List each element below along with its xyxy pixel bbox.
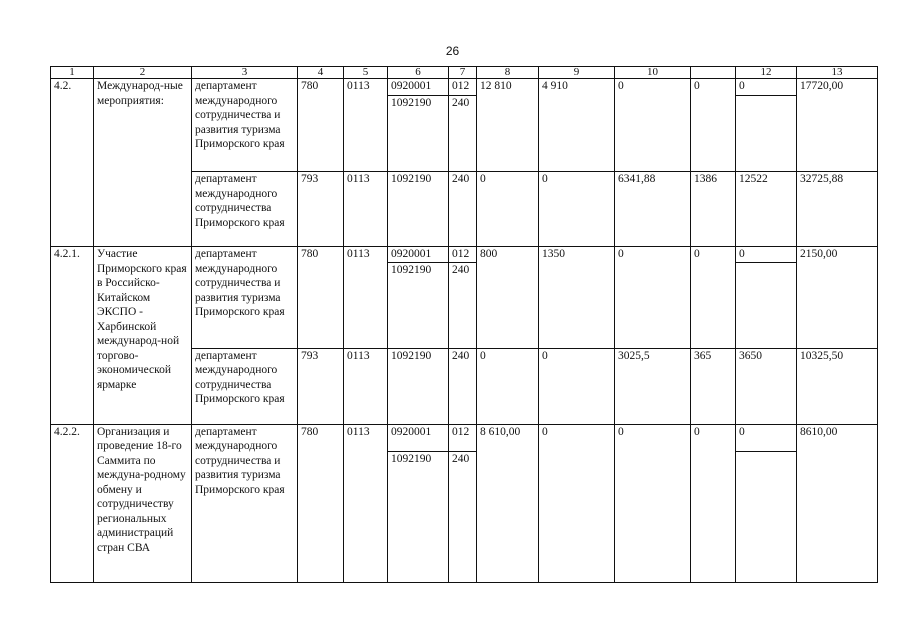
table-row [51,424,878,451]
cell-col7: 240 [449,348,477,424]
header-cell: 4 [298,67,344,79]
item-number: 4.2. [51,79,94,247]
cell-col5: 0113 [344,172,388,247]
table-row [51,79,878,96]
header-cell: 6 [388,67,449,79]
header-cell: 3 [192,67,298,79]
cell-col8: 800 [477,247,539,349]
cell-col12: 0 [736,79,797,96]
cell-col6: 1092190 [388,96,449,172]
cell-col6: 1092190 [388,348,449,424]
cell-col5: 0113 [344,79,388,172]
cell-col9: 0 [539,424,615,582]
cell-col6: 0920001 [388,247,449,263]
cell-col11: 0 [691,247,736,349]
header-cell: 1 [51,67,94,79]
cell-col6: 1092190 [388,451,449,582]
cell-col10: 0 [615,424,691,582]
cell-col4: 780 [298,79,344,172]
cell-col12: 0 [736,424,797,451]
cell-col9: 1350 [539,247,615,349]
department: департамент международного сотрудничества и развития туризма Приморского края [192,424,298,582]
cell-col10: 3025,5 [615,348,691,424]
cell-col11: 1386 [691,172,736,247]
item-number: 4.2.2. [51,424,94,582]
cell-col7: 012 [449,79,477,96]
header-cell: 8 [477,67,539,79]
cell-col9: 0 [539,348,615,424]
cell-col8: 0 [477,172,539,247]
cell-col12: 12522 [736,172,797,247]
table-row [51,247,878,263]
cell-col6: 0920001 [388,424,449,451]
cell-col4: 793 [298,172,344,247]
cell-col7: 240 [449,172,477,247]
cell-col11: 0 [691,424,736,582]
cell-col4: 780 [298,247,344,349]
header-cell: 13 [797,67,878,79]
cell-col11: 365 [691,348,736,424]
header-cell: 2 [94,67,192,79]
cell-col12: 0 [736,247,797,263]
cell-col13: 10325,50 [797,348,878,424]
cell-col12: 3650 [736,348,797,424]
cell-col12-empty [736,451,797,582]
cell-col9: 4 910 [539,79,615,172]
cell-col8: 12 810 [477,79,539,172]
cell-col10: 0 [615,247,691,349]
header-cell: 5 [344,67,388,79]
cell-col6: 0920001 [388,79,449,96]
cell-col10: 6341,88 [615,172,691,247]
cell-col9: 0 [539,172,615,247]
cell-col7: 012 [449,424,477,451]
page-number: 26 [445,44,460,58]
cell-col13: 8610,00 [797,424,878,582]
cell-col4: 780 [298,424,344,582]
item-name: Международ-ные мероприятия: [94,79,192,247]
item-name: Организация и проведение 18-го Саммита по междуна-родному обмену и сотрудничеству региональных администраций стран СВА [94,424,192,582]
cell-col13: 2150,00 [797,247,878,349]
header-cell: 9 [539,67,615,79]
cell-col8: 8 610,00 [477,424,539,582]
item-number: 4.2.1. [51,247,94,425]
header-cell [691,67,736,79]
cell-col12-empty [736,96,797,172]
cell-col11: 0 [691,79,736,172]
budget-table [50,66,878,583]
cell-col8: 0 [477,348,539,424]
cell-col7: 240 [449,451,477,582]
cell-col10: 0 [615,79,691,172]
department: департамент международного сотрудничества и развития туризма Приморского края [192,247,298,349]
cell-col5: 0113 [344,247,388,349]
cell-col7: 012 [449,247,477,263]
department: департамент международного сотрудничества Приморского края [192,172,298,247]
cell-col13: 17720,00 [797,79,878,172]
cell-col6: 1092190 [388,172,449,247]
cell-col5: 0113 [344,424,388,582]
cell-col12-empty [736,262,797,348]
header-cell: 12 [736,67,797,79]
department: департамент международного сотрудничества и развития туризма Приморского края [192,79,298,172]
header-cell: 10 [615,67,691,79]
header-row [51,67,878,79]
cell-col4: 793 [298,348,344,424]
cell-col7: 240 [449,96,477,172]
cell-col5: 0113 [344,348,388,424]
header-cell: 7 [449,67,477,79]
cell-col7: 240 [449,262,477,348]
item-name: Участие Приморского края в Российско-Китайском ЭКСПО - Харбинской международ-ной торгово-экономической ярмарке [94,247,192,425]
cell-col6: 1092190 [388,262,449,348]
cell-col13: 32725,88 [797,172,878,247]
department: департамент международного сотрудничества Приморского края [192,348,298,424]
